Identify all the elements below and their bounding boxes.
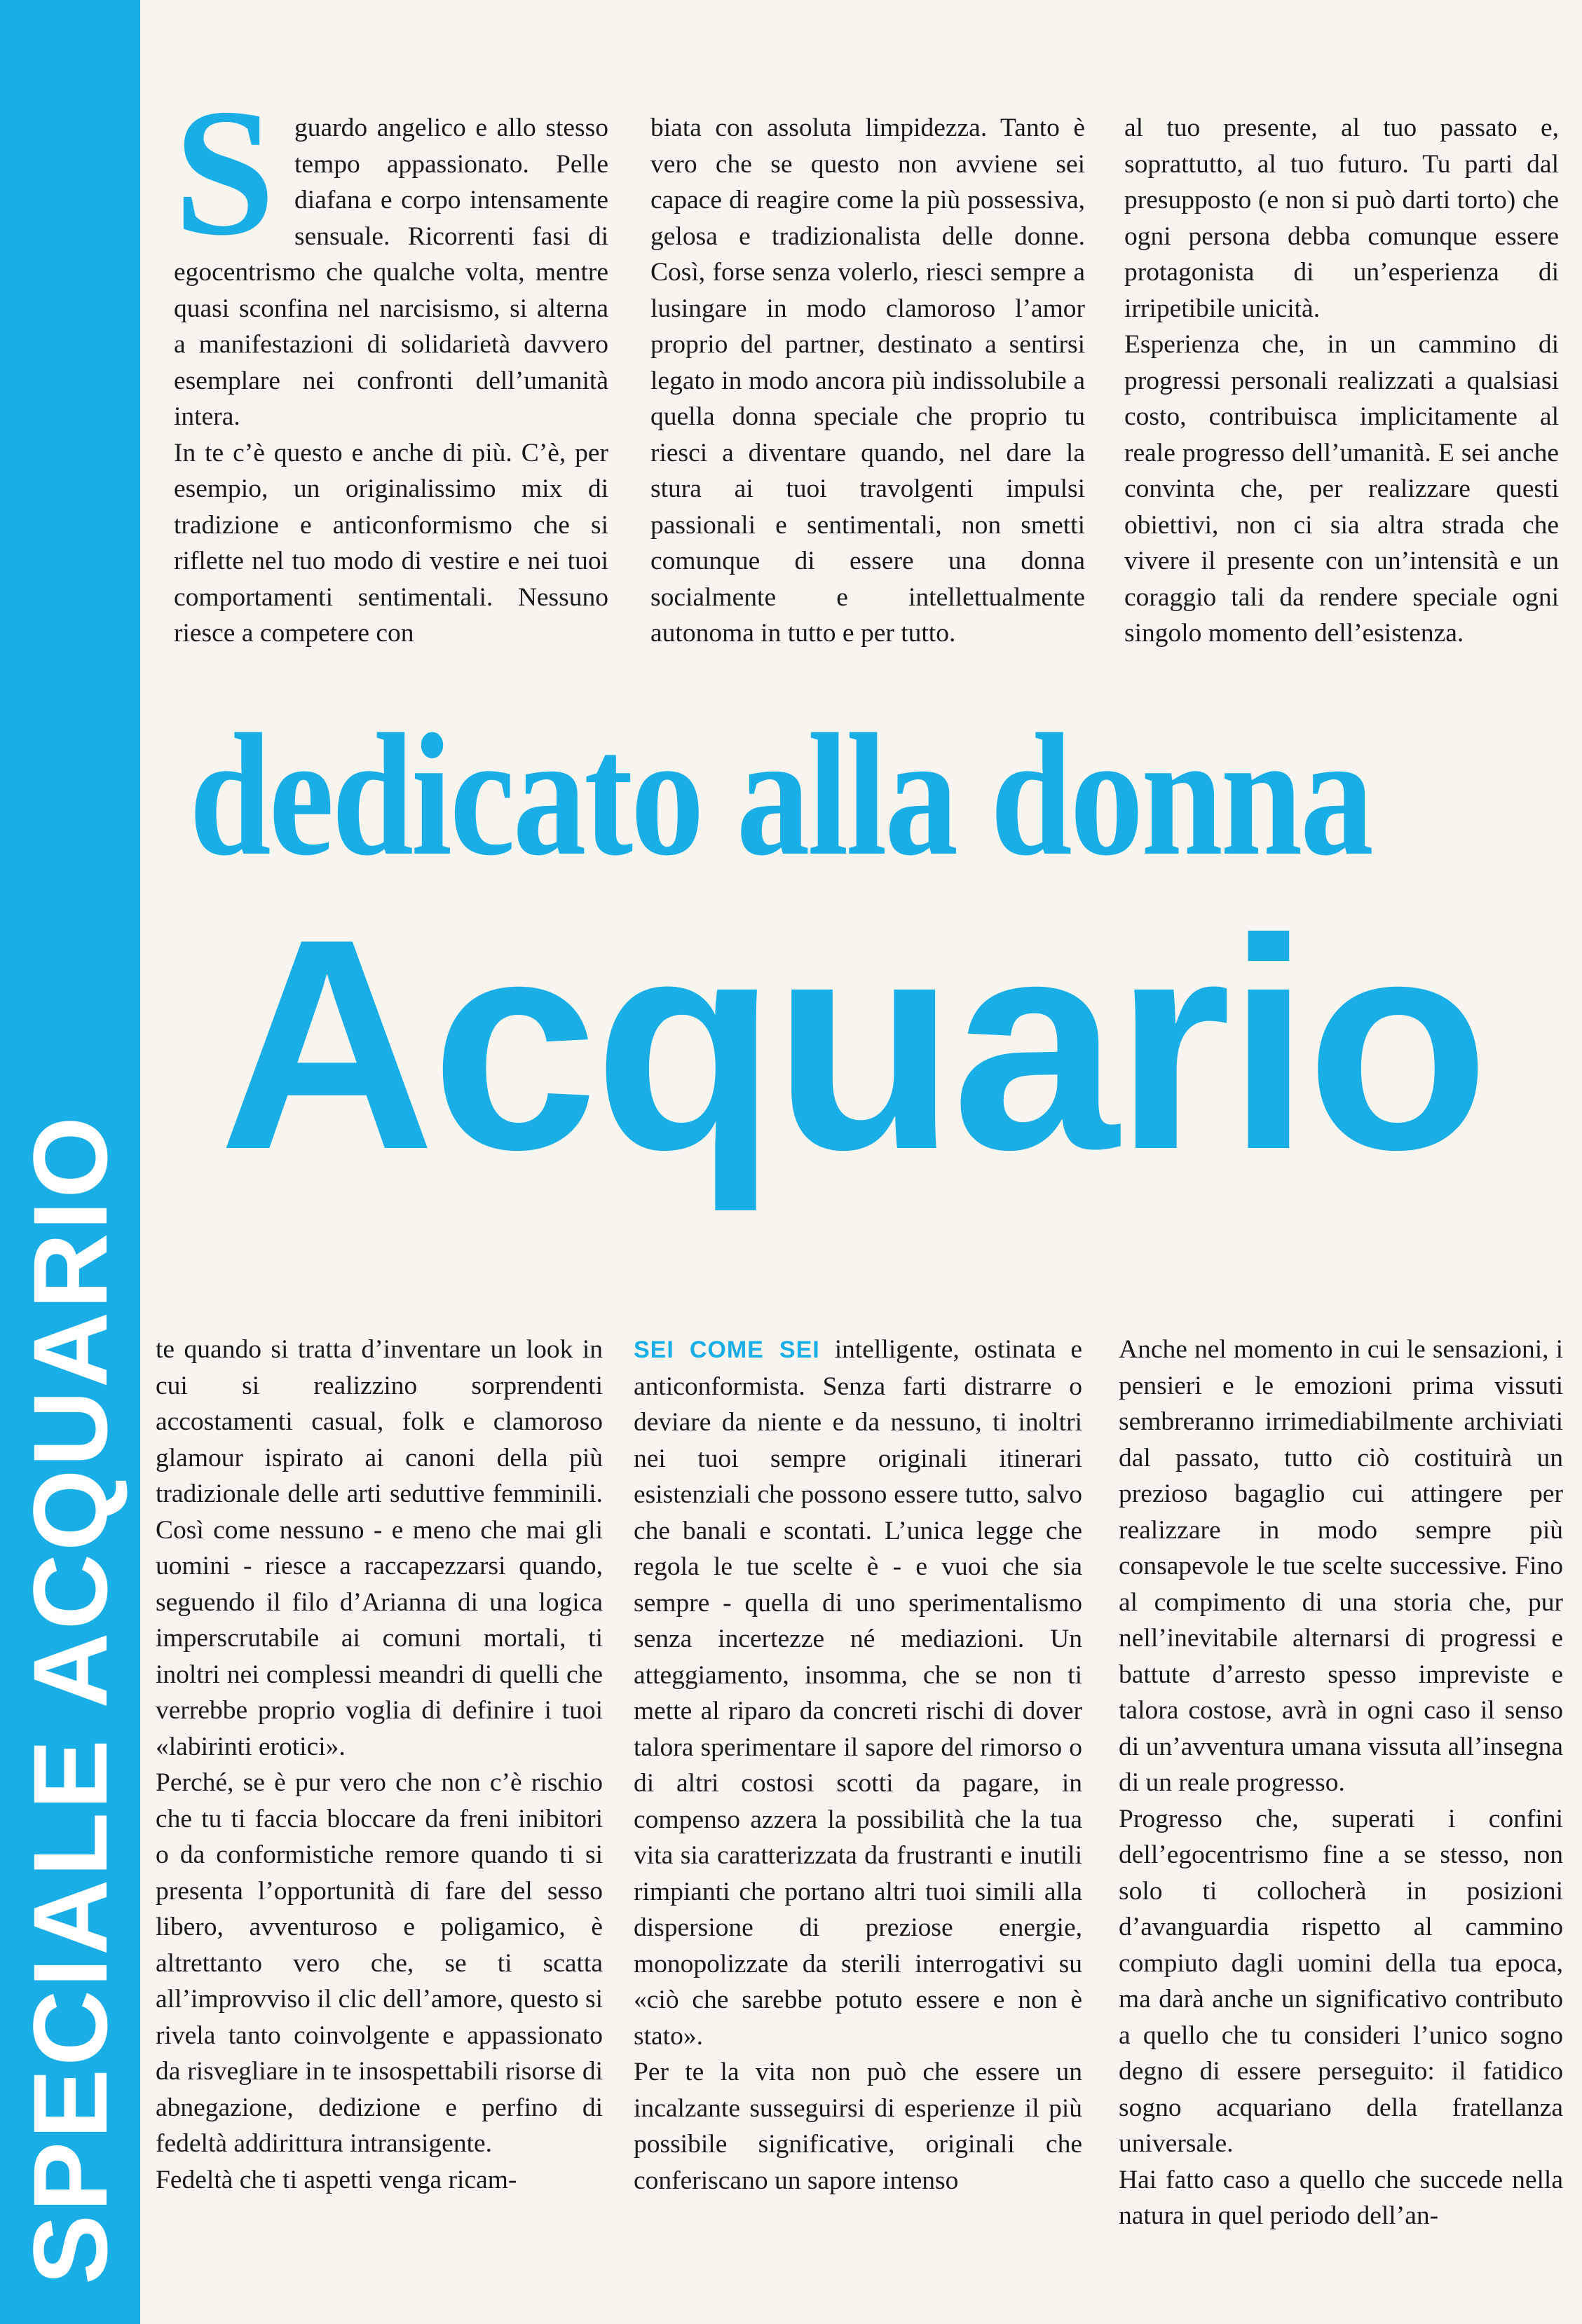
intro-column-1 [174,71,608,652]
intro-column-3 [1124,110,1559,652]
body-paragraph: Anche nel momento in cui le sensazioni, i pensieri e le emozioni prima vissuti sembreranno irrimediabilmente archiviati dal passato, tutto ciò costituirà un prezioso bagaglio cui attingere per realizzare in modo sempre più consapevole le tue scelte successive. Fino al compimento di una storia che, pur nell’inevitabile alternarsi di progressi e battute d’arresto spesso impreviste e talora costose, avrà in ogni caso il senso di un’avventura umana vissuta all’insegna di un reale progresso. [1119,1335,1563,1797]
intro-paragraph: biata con assoluta limpidezza. Tanto è vero che se questo non avviene sei capace di reagire come la più possessiva, gelosa e tradizionalista delle donne. Così, forse senza volerlo, riesci sempre a lusingare in modo clamoroso l’amor proprio del partner, destinato a sentirsi legato in modo ancora più indissolubile a quella donna speciale che proprio tu riesci a diventare quando, nel dare la stura ai tuoi travolgenti impulsi passionali e sentimentali, non smetti comunque di essere una donna socialmente e intellettualmente autonoma in tutto e per tutto. [650,114,1085,648]
drop-cap: S [174,71,275,273]
intro-text: guardo angelico e allo stesso tempo appassionato. Pelle diafana e corpo intensamente sensuale. Ricorrenti fasi di egocentrismo che qualche volta, mentre quasi sconfina nel narcisismo, si alterna a manifestazioni di solidarietà davvero esemplare nei confronti dell’umanità intera. [174,114,608,431]
body-paragraph: Progresso che, superati i confini dell’egocentrismo fine a se stesso, non solo ti collocherà in posizioni d’avanguardia rispetto al cammino compiuto dagli uomini della tua epoca, ma darà anche un significativo contributo a quello che tu consideri l’unico sogno degno di essere perseguito: il fatidico sogno acquariano della fratellanza universale. [1119,1804,1563,2158]
headline-line-1: dedicato alla donna [189,698,1372,892]
side-band [0,0,140,2324]
intro-paragraph [174,71,608,435]
headline-line-2: Acquario [219,877,1485,1212]
body-paragraph: te quando si tratta d’inventare un look in cui si realizzino sorprendenti accostamenti casual, folk e clamoroso glamour ispirato ai canoni della più tradizionale delle arti seduttive femminili. Così come nessuno - e meno che mai gli uomini - riesce a raccapezzarsi quando, seguendo il filo d’Arianna di una logica imperscrutabile ai comuni mortali, ti inoltri nei complessi meandri di quelli che verrebbe proprio voglia di definire i tuoi «labirinti erotici». [156,1335,603,1761]
body-paragraph: Per te la vita non può che essere un incalzante susseguirsi di esperienze il più possibile significative, originali che conferiscano un sapore intenso [634,2058,1082,2195]
body-column-2 [634,1332,1082,2199]
intro-paragraph: al tuo presente, al tuo passato e, soprattutto, al tuo futuro. Tu parti dal presupposto (e non si può darti torto) che ogni persona debba comunque essere protagonista di un’esperienza di irripetibile unicità. [1124,114,1559,323]
body-paragraph [634,1332,1082,2054]
body-paragraph: Fedeltà che ti aspetti venga ricam- [156,2165,517,2194]
body-column-1 [156,1332,603,2198]
intro-paragraph: In te c’è questo e anche di più. C’è, per esempio, un originalissimo mix di tradizione e anticonformismo che si riflette nel tuo modo di vestire e nei tuoi comportamenti sentimentali. Nessuno riesce a competere con [174,438,608,648]
intro-paragraph: Esperienza che, in un cammino di progressi personali realizzati a qualsiasi costo, contribuisca implicitamente al reale progresso dell’umanità. E sei anche convinta che, per realizzare questi obiettivi, non ci sia altra strada che vivere il presente con un’intensità e un coraggio tali da rendere speciale ogni singolo momento dell’esistenza. [1124,330,1559,648]
body-column-3 [1119,1332,1563,2234]
body-paragraph: Hai fatto caso a quello che succede nella natura in quel periodo dell’an- [1119,2165,1563,2230]
body-text: intelligente, ostinata e anticonformista. Senza farti distrarre o deviare da niente e da nessuno, ti inoltri nei tuoi sempre originali itinerari esistenziali che possono essere tutto, salvo che banali e scontati. L’unica legge che regola le tue scelte è - e vuoi che sia sempre - quella di uno sperimentalismo senza incertezze né mediazioni. Un atteggiamento, insomma, che se non ti mette al riparo da concreti rischi di dover talora sperimentare il sapore del rimorso o di altri costosi scotti da pagare, in compenso azzera la possibilità che la tua vita sia caratterizzata da frustranti e inutili rimpianti che portano altri tuoi simili alla dispersione di preziose energie, monopolizzate da sterili interrogativi su «ciò che sarebbe potuto essere e non è stato». [634,1335,1082,2051]
section-label: SPECIALE ACQUARIO [11,1114,129,2285]
body-paragraph: Perché, se è pur vero che non c’è rischio che tu ti faccia bloccare da freni inibitori o da conformistiche remore quando ti si presenta l’opportunità di fare del sesso libero, avventuroso e poligamico, è altrettanto vero che, se ti scatta all’improvviso il clic dell’amore, questo si rivela tanto coinvolgente e appassionato da risvegliare in te insospettabili risorse di abnegazione, dedizione e perfino di fedeltà addirittura intransigente. [156,1768,603,2158]
intro-column-2 [650,110,1085,652]
section-lead-in: SEI COME SEI [634,1337,820,1363]
